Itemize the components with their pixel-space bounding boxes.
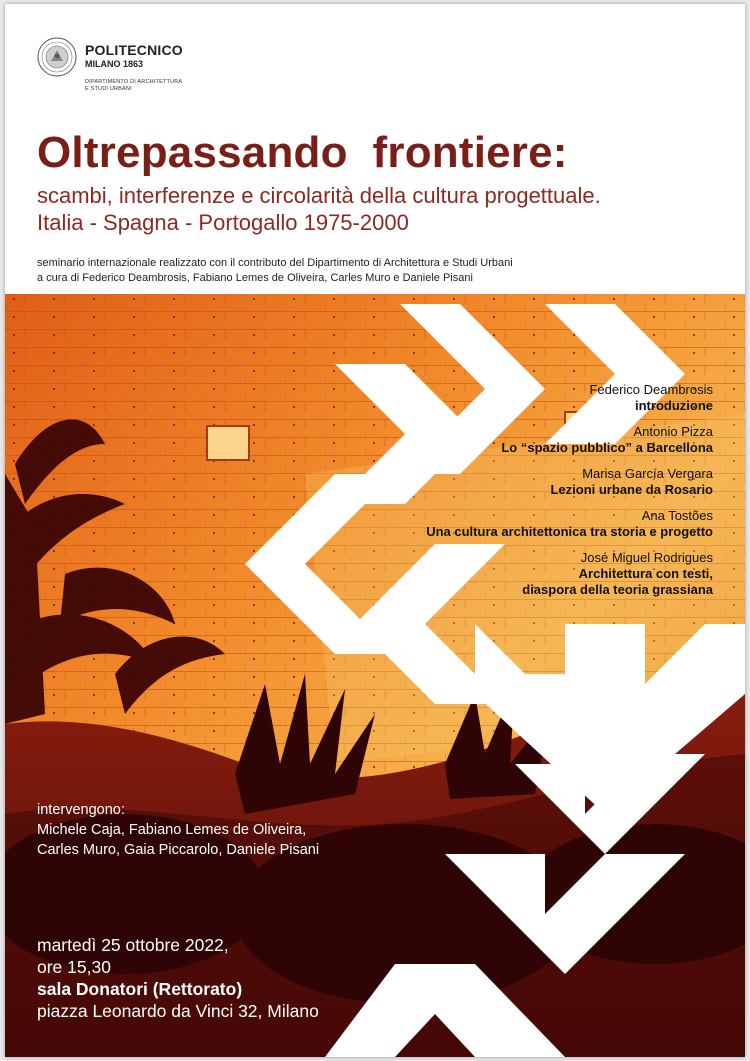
event-venue: sala Donatori (Rettorato) <box>37 979 243 999</box>
event-date: martedì 25 ottobre 2022, <box>37 935 229 955</box>
talk-title: introduzione <box>635 398 713 413</box>
talk-title: Lo “spazio pubblico” a Barcellona <box>501 440 713 455</box>
politecnico-seal-icon <box>37 37 77 77</box>
institution-name: POLITECNICO <box>85 42 183 58</box>
speaker-name: Marisa García Vergara <box>582 466 713 481</box>
talk-title: Lezioni urbane da Rosario <box>550 482 713 497</box>
seminar-description: seminario internazionale realizzato con il contributo del Dipartimento di Architettura e Studi Urbani <box>37 257 513 269</box>
speaker-name: Ana Tostões <box>641 508 713 523</box>
institution-city-year: MILANO 1863 <box>85 59 144 69</box>
event-time: ore 15,30 <box>37 957 111 977</box>
speaker-entry <box>293 508 713 540</box>
speaker-entry <box>293 466 713 498</box>
poster-subtitle-countries: Italia - Spagna - Portogallo 1975-2000 <box>37 210 409 235</box>
participants-block <box>37 800 319 860</box>
speaker-entry <box>293 424 713 456</box>
event-address: piazza Leonardo da Vinci 32, Milano <box>37 1001 319 1021</box>
department-line-1: DIPARTIMENTO DI ARCHITETTURA <box>85 79 183 85</box>
department-line-2: E STUDI URBANI <box>85 86 132 92</box>
event-info <box>37 934 319 1022</box>
speaker-entry <box>293 382 713 414</box>
talk-title-line-2: diaspora della teoria grassiana <box>522 582 713 597</box>
speaker-name: José Miguel Rodrigues <box>580 550 713 565</box>
speakers-list <box>293 382 713 608</box>
speaker-entry <box>293 550 713 598</box>
participants-line-2: Carles Muro, Gaia Piccarolo, Daniele Pisani <box>37 842 320 858</box>
participants-heading: intervengono: <box>37 802 125 818</box>
speaker-name: Antonio Pizza <box>633 424 713 439</box>
curators-line: a cura di Federico Deambrosis, Fabiano Lemes de Oliveira, Carles Muro e Daniele Pisani <box>37 272 473 284</box>
speaker-name: Federico Deambrosis <box>589 382 713 397</box>
poster-subtitle: scambi, interferenze e circolarità della cultura progettuale. <box>37 183 601 208</box>
poster-title: Oltrepassando frontiere: <box>37 128 568 177</box>
talk-title: Una cultura architettonica tra storia e progetto <box>426 524 713 539</box>
participants-line-1: Michele Caja, Fabiano Lemes de Oliveira, <box>37 822 307 838</box>
talk-title: Architettura con testi, <box>578 566 713 581</box>
poster <box>5 4 745 1057</box>
